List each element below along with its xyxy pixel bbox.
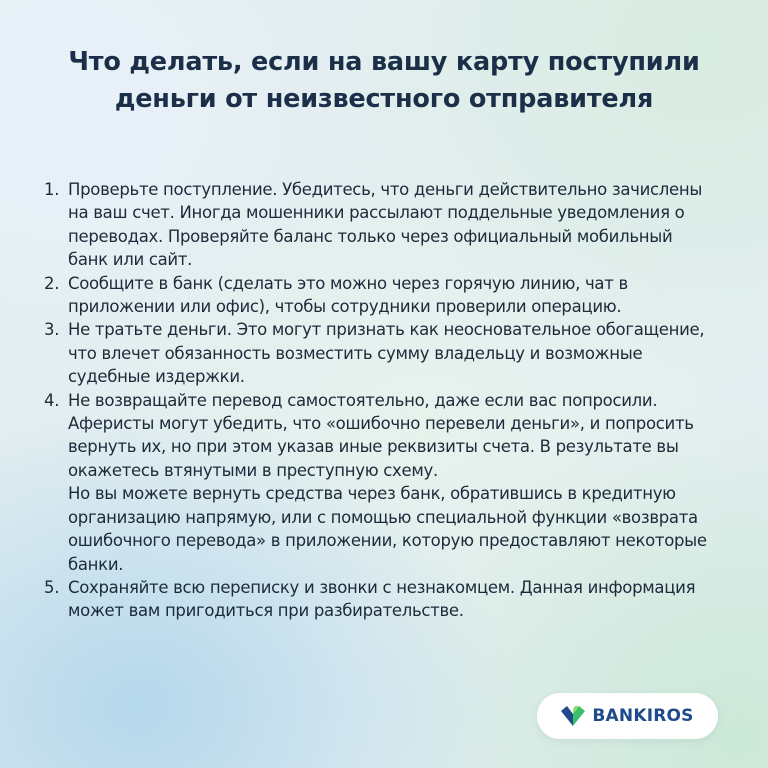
step-body (68, 178, 708, 272)
page-title: Что делать, если на вашу карту поступили деньги от неизвестного отправителя (68, 47, 700, 114)
step-number: 1. (44, 180, 60, 199)
logo-left-chevron (561, 706, 573, 726)
step-number: 3. (44, 320, 60, 340)
step-item-4 (44, 389, 708, 576)
step-item-3 (44, 318, 708, 388)
step-item-2 (44, 272, 708, 319)
step-body (68, 576, 708, 623)
step-number: 4. (44, 390, 60, 410)
step-number: 2. (44, 273, 60, 293)
step-item-1 (44, 178, 708, 272)
bankiros-logo-text: BANKIROS (592, 706, 694, 726)
step-text: Не возвращайте перевод самостоятельно, даже если вас попросили. Аферисты могут убедить, что «ошибочно перевели деньги», и попросить вернуть их, но при этом указав иные реквизиты счета. В результате вы окажетесь втянутыми в преступную схему. (68, 390, 694, 480)
steps-list (44, 178, 708, 623)
step-text: Сообщите в банк (сделать это можно через горячую линию, чат в приложении или офис), чтобы сотрудники проверили операцию. (68, 273, 628, 317)
step-number: 5. (44, 577, 60, 597)
bankiros-logo-badge (537, 693, 718, 739)
step-item-5 (44, 576, 708, 623)
step-body (68, 272, 708, 319)
step-text: Сохраняйте всю переписку и звонки с незнакомцем. Данная информация может вам пригодиться при разбирательстве. (68, 577, 696, 621)
step-text: Проверьте поступление. Убедитесь, что деньги действительно зачислены на ваш счет. Иногда мошенники рассылают поддельные уведомления о переводах. Проверяйте баланс только через официальный мобильный банк или сайт. (68, 180, 703, 270)
step-body (68, 389, 708, 576)
bankiros-logo-icon (561, 706, 585, 726)
step-extra-text: Но вы можете вернуть средства через банк, обратившись в кредитную организацию напрямую, или с помощью специальной функции «возврата ошибочного перевода» в приложении, которую предоставляют некоторые банки. (68, 484, 707, 574)
step-body (68, 318, 708, 388)
step-text: Не тратьте деньги. Это могут признать как неосновательное обогащение, что влечет обязанность возместить сумму владельцу и возможные судебные издержки. (68, 320, 705, 387)
